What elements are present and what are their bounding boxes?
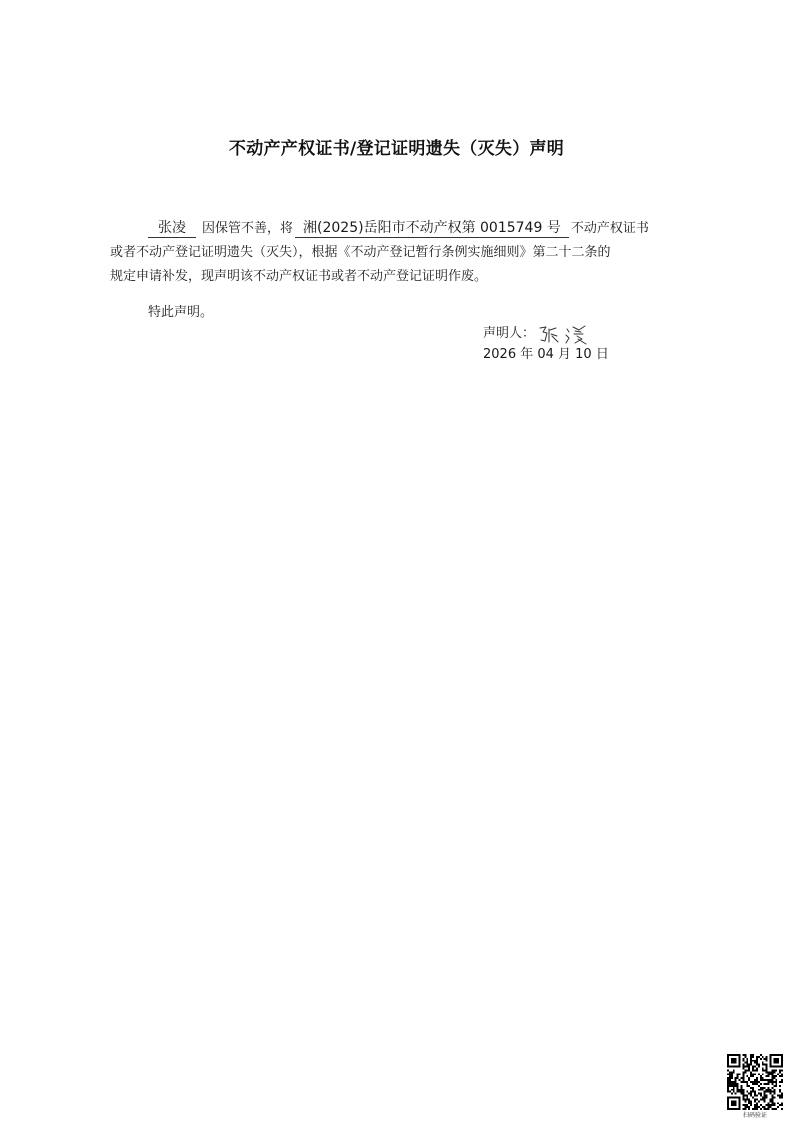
statement-body <box>110 217 678 289</box>
statement-text-1: 因保管不善，将 <box>202 221 294 236</box>
page-title: 不动产产权证书/登记证明遗失（灭失）声明 <box>228 139 565 159</box>
declarant-name: 张凌 <box>148 219 196 238</box>
verification-qr-block <box>726 1054 784 1120</box>
signer-row <box>483 323 601 345</box>
handwritten-signature <box>537 323 601 345</box>
closing-statement: 特此声明。 <box>148 305 214 320</box>
qr-caption: 扫码验证 <box>742 1112 767 1119</box>
signer-label: 声明人： <box>483 326 536 341</box>
statement-line-2: 或者不动产登记证明遗失（灭失），根据《不动产登记暂行条例实施细则》第二十二条的 <box>110 245 611 260</box>
qr-code-icon[interactable] <box>727 1054 783 1110</box>
certificate-number: 湘(2025)岳阳市不动产权第 0015749 号 <box>295 219 569 238</box>
statement-text-2: 不动产权证书 <box>570 221 649 236</box>
declaration-date: 2026 年 04 月 10 日 <box>483 347 609 362</box>
statement-line-3: 规定申请补发，现声明该不动产权证书或者不动产登记证明作废。 <box>110 269 488 284</box>
statement-line-1 <box>110 217 678 241</box>
